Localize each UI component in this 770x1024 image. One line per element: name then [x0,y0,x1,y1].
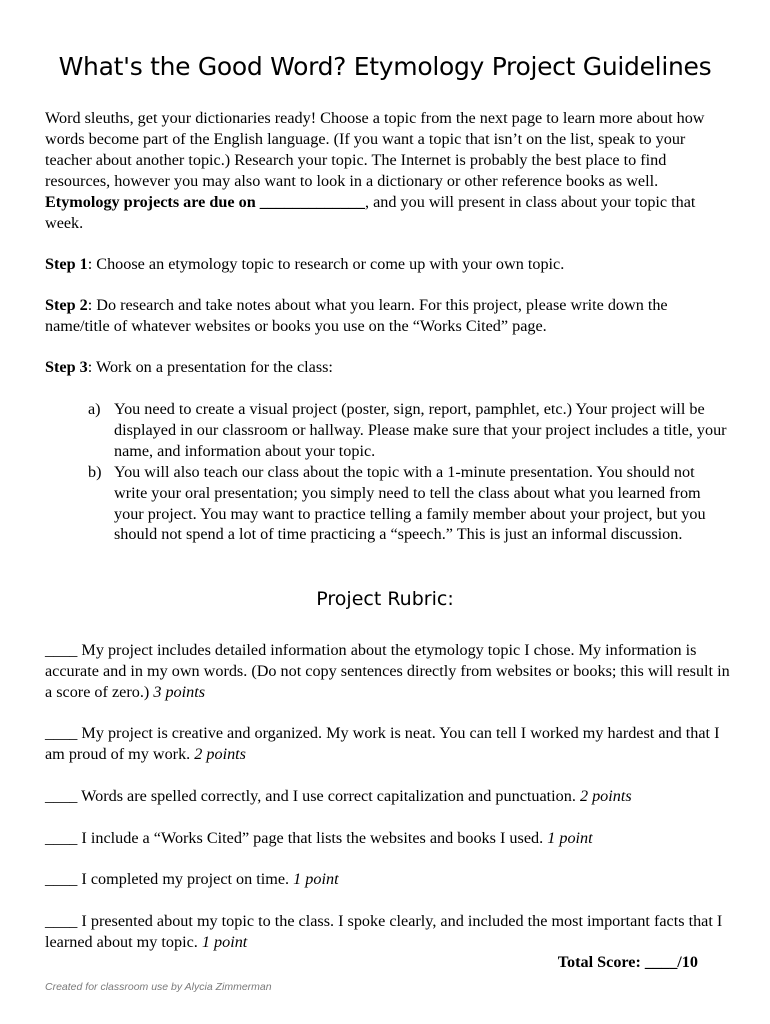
step-1-label: Step 1 [45,255,88,273]
rubric-heading: Project Rubric: [316,588,454,610]
rubric-item [45,640,735,703]
score-blank: ____ [45,724,78,742]
intro-text: Word sleuths, get your dictionaries ready! Choose a topic from the next page to learn more about how words become part of the English language. (If you want a topic that isn’t on the list, speak to your teacher about another topic.) Research your topic. The Internet is probably the best place to find resources, however you may also want to look in a dictionary or other reference books as well. [45,109,705,190]
rubric-text: I completed my project on time. [77,870,294,888]
step-1 [45,254,735,275]
page-title: What's the Good Word? Etymology Project Guidelines [58,52,712,81]
step-3-label: Step 3 [45,358,88,376]
rubric-text: I presented about my topic to the class. I spoke clearly, and included the most important facts that I learned about my topic. [45,912,723,951]
step-2-label: Step 2 [45,296,88,314]
rubric-item [45,786,735,807]
rubric-points: 2 points [194,744,246,763]
list-marker: b) [88,462,102,481]
rubric-text: My project is creative and organized. My work is neat. You can tell I worked my hardest and that I am proud of my work. [45,724,720,763]
rubric-points: 2 points [579,787,632,805]
footer-credit: Created for classroom use by Alycia Zimmerman [45,981,272,993]
intro-paragraph [45,108,735,233]
score-blank: ____ [45,787,78,805]
intro-text-end: , and you will present in class about your topic that week. [45,192,696,232]
due-date-line: Etymology projects are due on _____________ [45,192,365,211]
step-3 [45,357,735,378]
rubric-item [45,869,735,890]
rubric-item [45,911,735,953]
score-blank: ____ [45,870,78,888]
step-2-text: : Do research and take notes about what you learn. For this project, please write down the name/title of whatever websites or books you use on the “Works Cited” page. [45,296,668,335]
rubric-points: 1 point [201,932,248,951]
rubric-points: 3 points [153,682,206,701]
rubric-text: Words are spelled correctly, and I use correct capitalization and punctuation. [77,787,580,805]
step-1-text: : Choose an etymology topic to research or come up with your own topic. [87,255,565,273]
list-item-text: You will also teach our class about the topic with a 1-minute presentation. You should not write your oral presentation; you simply need to tell the class about what you learned from your project. You may want to practice telling a family member about your project, but you should not spend a lot of time practicing a “speech.” This is just an informal discussion. [114,462,706,544]
list-item [88,399,728,462]
list-item [88,462,728,546]
score-blank: ____ [45,829,78,847]
step-2 [45,295,735,337]
rubric-item [45,828,735,849]
rubric-text: My project includes detailed information about the etymology topic I chose. My information is accurate and in my own words. (Do not copy sentences directly from websites or books; this will result in a score of zero.) [45,641,730,701]
score-blank: ____ [45,912,78,930]
step-3-text: : Work on a presentation for the class: [87,358,333,376]
rubric-item [45,723,735,765]
rubric-points: 1 point [547,829,593,847]
step-3-list [88,399,728,545]
total-score: Total Score: ____/10 [557,953,698,971]
rubric-text: I include a “Works Cited” page that lists the websites and books I used. [77,829,548,847]
list-item-text: You need to create a visual project (poster, sign, report, pamphlet, etc.) Your project will be displayed in our classroom or hallway. Please make sure that your project includes a title, your name, and information about your topic. [114,400,727,460]
score-blank: ____ [45,641,78,659]
rubric-points: 1 point [293,870,339,888]
list-marker: a) [88,400,101,418]
